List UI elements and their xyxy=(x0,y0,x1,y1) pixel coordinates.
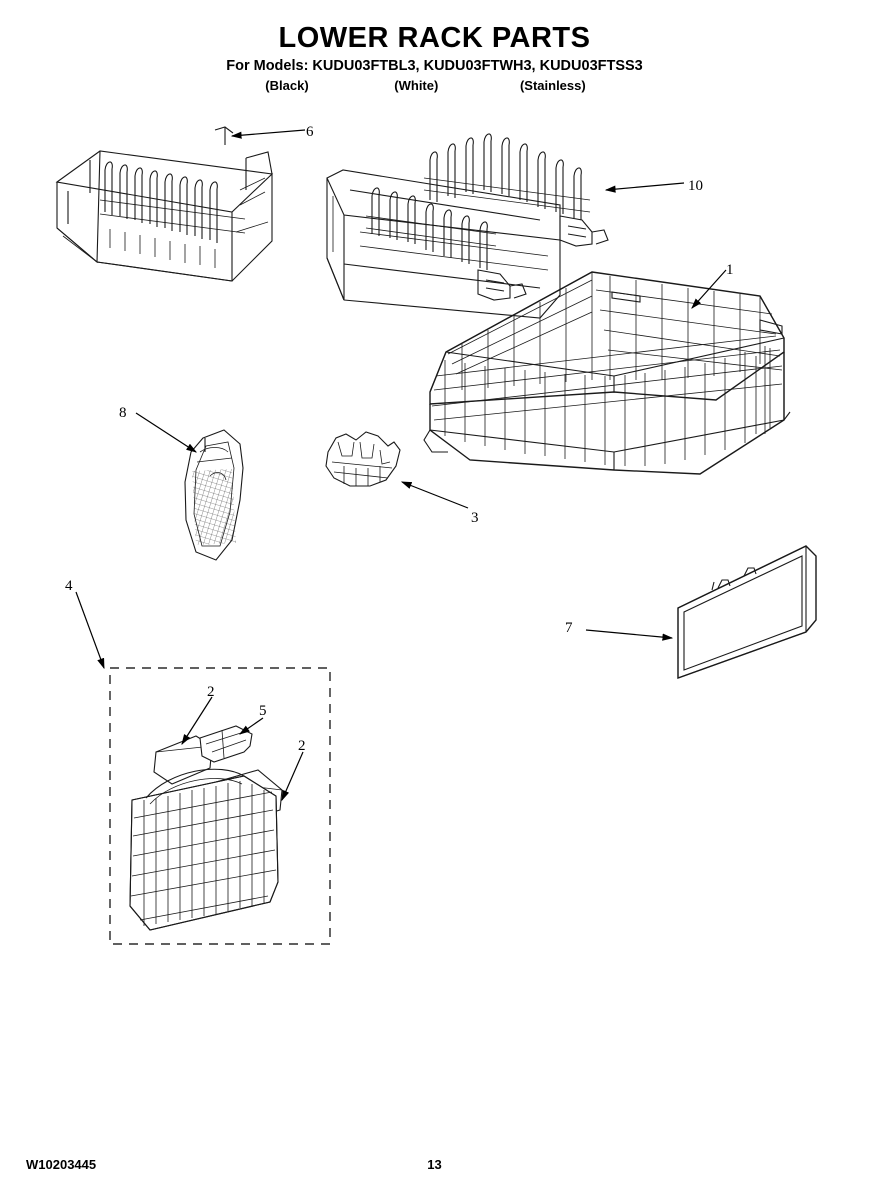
callout-5: 5 xyxy=(259,703,267,719)
callout-2-lower: 2 xyxy=(298,738,306,754)
callout-6: 6 xyxy=(306,124,314,140)
document-number: W10203445 xyxy=(26,1157,97,1172)
callout-7: 7 xyxy=(565,620,573,636)
page-title: LOWER RACK PARTS xyxy=(278,22,591,54)
callout-3: 3 xyxy=(471,510,479,526)
part-silverware-basket-assembly xyxy=(110,668,330,944)
leader-lines xyxy=(76,130,726,800)
part-mesh-screen xyxy=(678,546,816,678)
callout-8: 8 xyxy=(119,405,127,421)
callout-10: 10 xyxy=(688,178,703,194)
page-number: 13 xyxy=(427,1157,442,1172)
callout-2-upper: 2 xyxy=(207,684,215,700)
callout-1: 1 xyxy=(726,262,734,278)
models-line: For Models: KUDU03FTBL3, KUDU03FTWH3, KUDU03FTSS3 xyxy=(226,58,643,74)
part-tine-row-left xyxy=(57,127,272,281)
callout-4: 4 xyxy=(65,578,73,594)
finish-black: (Black) xyxy=(265,78,309,93)
part-rack-clip xyxy=(326,432,400,486)
part-lower-rack-basket xyxy=(424,272,790,474)
silverware-basket-body xyxy=(130,769,278,930)
finish-white: (White) xyxy=(394,78,439,93)
part-silverware-basket-lid xyxy=(185,430,243,560)
finish-stainless: (Stainless) xyxy=(519,78,586,93)
